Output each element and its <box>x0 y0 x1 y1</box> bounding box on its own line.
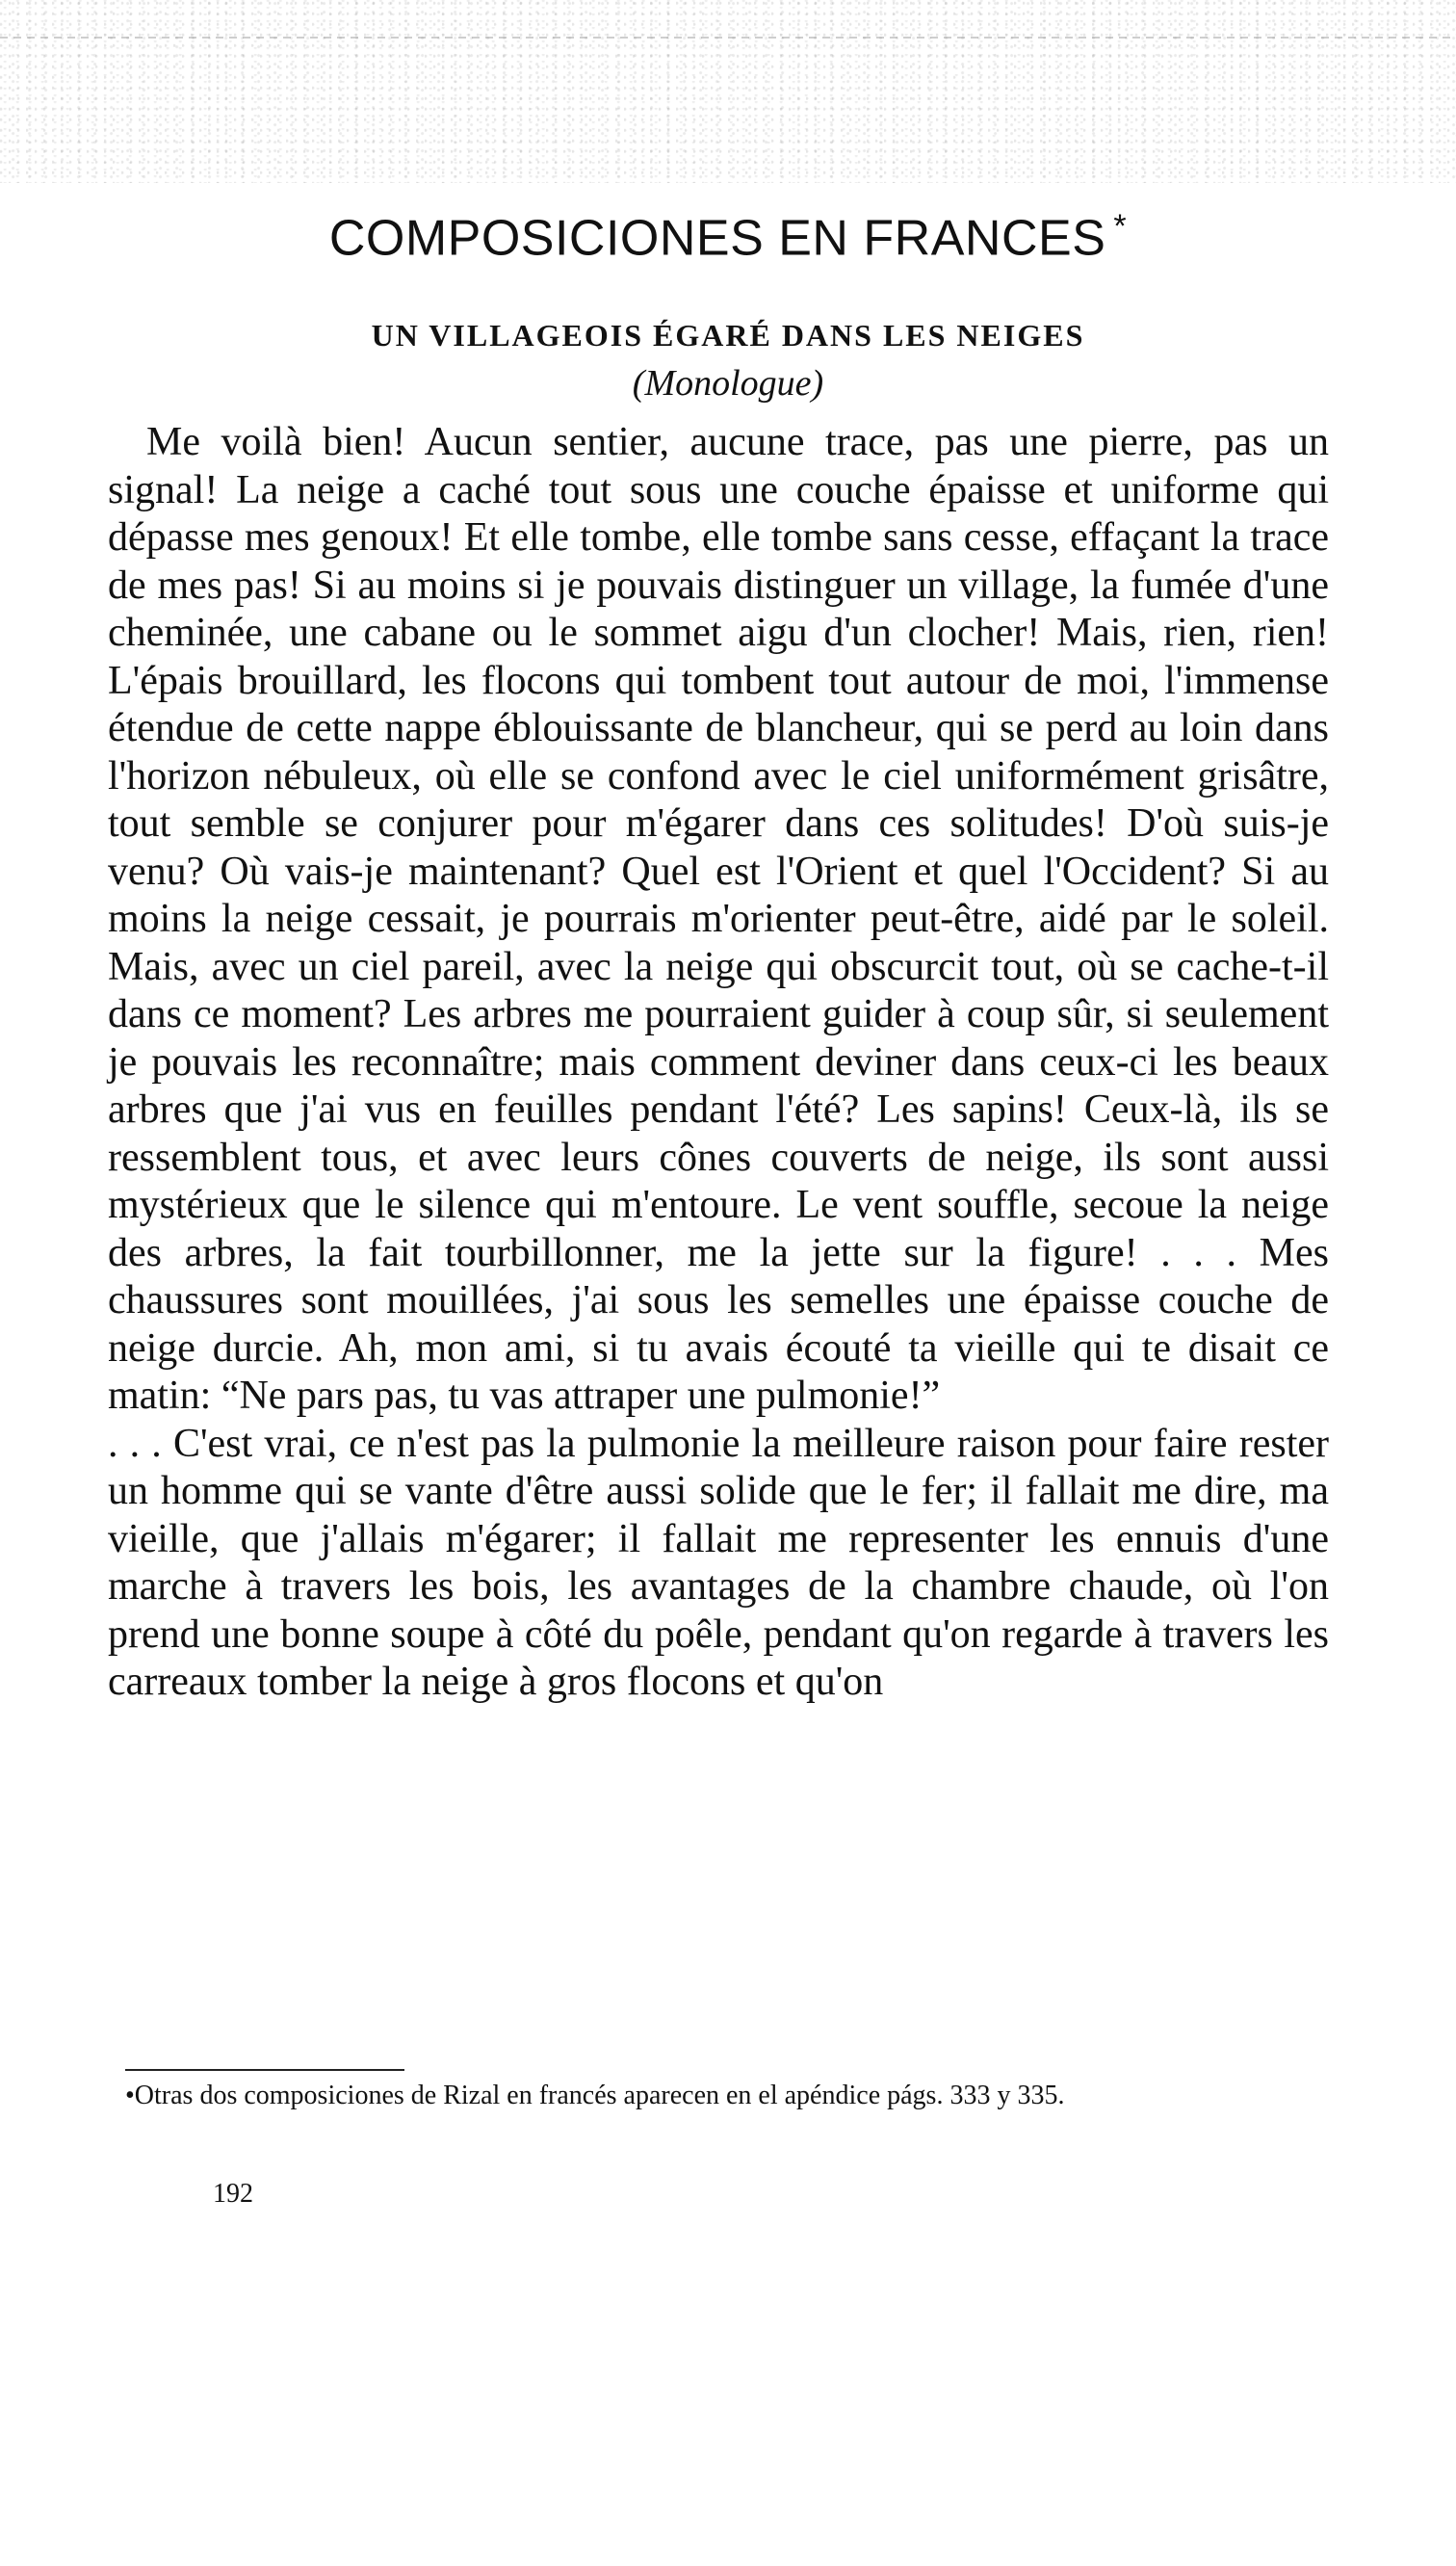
page-number: 192 <box>213 2179 253 2209</box>
paragraph-2: . . . C'est vrai, ce n'est pas la pulmonie la meilleure raison pour faire rester un homme qui se vante d'être aussi solide que le fer; il fallait me dire, ma vieille, que j'allais m'égarer; il fallait me representer les ennuis d'une marche à travers les bois, les avantages de la chambre chaude, où l'on prend une bonne soupe à côté du poêle, pendant qu'on regarde à travers les carreaux tomber la neige à gros flocons et qu'on <box>108 1421 1329 1704</box>
scan-noise-band <box>0 0 1456 183</box>
footnote-rule <box>125 2069 404 2071</box>
page-title <box>0 208 1456 267</box>
footnote: •Otras dos composiciones de Rizal en francés aparecen en el apéndice págs. 333 y 335. <box>125 2081 1065 2110</box>
subtitle-genre: (Monologue) <box>632 363 824 404</box>
page-title-text: COMPOSICIONES EN FRANCES <box>328 210 1106 267</box>
subtitle: UN VILLAGEOIS ÉGARÉ DANS LES NEIGES <box>371 318 1085 353</box>
title-footnote-mark: * <box>1113 208 1128 245</box>
paragraph-1: Me voilà bien! Aucun sentier, aucune trace, pas une pierre, pas un signal! La neige a caché tout sous une couche épaisse et uniforme qui dépasse mes genoux! Et elle tombe, elle tombe sans cesse, effaçant la trace de mes pas! Si au moins si je pouvais distinguer un village, la fumée d'une cheminée, une cabane ou le sommet aigu d'un clocher! Mais, rien, rien! L'épais brouillard, les flocons qui tombent tout autour de moi, l'immense étendue de cette nappe éblouissante de blancheur, qui se perd au loin dans l'horizon nébuleux, où elle se confond avec le ciel uniformément grisâtre, tout semble se conjurer pour m'égarer dans ces solitudes! D'où suis-je venu? Où vais-je maintenant? Quel est l'Orient et quel l'Occident? Si au moins la neige cessait, je pourrais m'orienter peut-être, aidé par le soleil. Mais, avec un ciel pareil, avec la neige qui obscurcit tout, où se cache-t-il dans ce moment? Les arbres me pourraient guider à coup sûr, si seulement je pouvais les reconnaître; mais comment deviner dans ceux-ci les beaux arbres que j'ai vus en feuilles pendant l'été? Les sapins! Ceux-là, ils se ressemblent tous, et avec leurs cônes couverts de neige, ils sont aussi mystérieux que le silence qui m'entoure. Le vent souffle, secoue la neige des arbres, la fait tourbillonner, me la jette sur la figure! . . . Mes chaussures sont mouillées, j'ai sous les semelles une épaisse couche de neige durcie. Ah, mon ami, si tu avais écouté ta vieille qui te disait ce matin: “Ne pars pas, tu vas attraper une pulmonie!” <box>108 420 1329 1418</box>
body-text <box>108 419 1329 1707</box>
